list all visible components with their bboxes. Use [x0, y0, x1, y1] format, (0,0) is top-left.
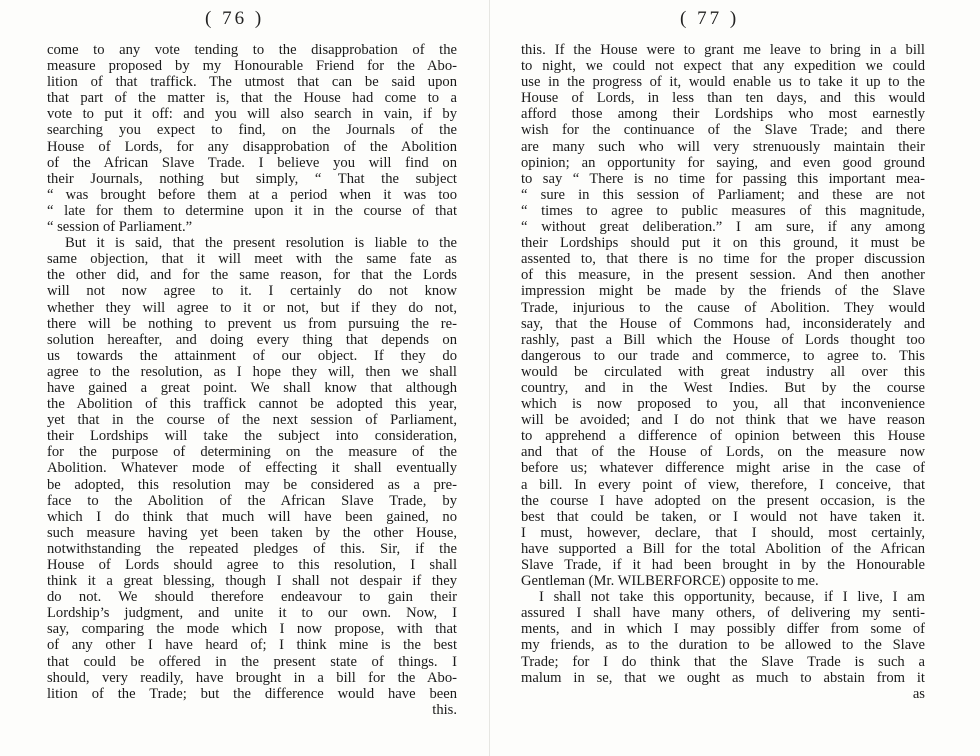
text-line: opinion; an opportunity for saying, and even good ground	[521, 154, 925, 171]
text-line: “ was brought before them at a period when it was too	[47, 186, 457, 203]
text-line: House of Lords, for any disapprobation of the Abolition	[47, 138, 457, 155]
text-line: will be avoided; and I do not think that we have reason	[521, 412, 925, 429]
catchword: this.	[432, 701, 457, 718]
text-line: Slave Trade, if it had been brought in by the Honourable	[521, 557, 925, 573]
text-line: I must, however, declare, that I should, most certainly,	[521, 524, 925, 541]
text-line: should, very readily, have brought in a bill for the Abo-	[47, 669, 457, 686]
text-line: “ late for them to determine upon it in the course of that	[47, 202, 457, 219]
right-page	[490, 0, 980, 756]
text-line: “ session of Parliament.”	[47, 219, 193, 236]
text-line: use in the progress of it, would enable us to take it up to the	[521, 74, 925, 91]
text-line: my friends, as to the duration to be allowed to the Slave	[521, 637, 925, 654]
text-line: that part of the matter is, that the House had come to a	[47, 90, 457, 107]
left-page-text	[47, 42, 457, 718]
text-line: lition of that traffick. The utmost that can be said upon	[47, 74, 457, 91]
text-line: Abolition. Whatever mode of effecting it shall eventually	[47, 460, 457, 477]
text-line: Trade; for I do think that the Slave Trade is such a	[521, 653, 925, 670]
text-line: yet that in the course of the next session of Parliament,	[47, 412, 457, 429]
text-line: their Lordships should put it on this ground, it must be	[521, 235, 925, 252]
text-line: ments, and in which I may possibly differ from some of	[521, 621, 925, 638]
text-line: say, comparing the mode which I now propose, with that	[47, 621, 457, 638]
text-line: have supported a Bill for the total Abolition of the African	[521, 540, 925, 557]
text-line: before us; whatever difference might arise in the case of	[521, 460, 925, 477]
text-line: face to the Abolition of the African Slave Trade, by	[47, 492, 457, 509]
text-line: same objection, that it will meet with the same fate as	[47, 251, 457, 268]
text-line: agree to the resolution, as I hope they will, then we shall	[47, 363, 457, 380]
text-line: the course I have adopted on the present occasion, is the	[521, 492, 925, 509]
text-line: would be circulated with great industry all over this	[521, 363, 925, 380]
text-line: think it a great blessing, though I shall not despair if they	[47, 573, 457, 590]
catchword: as	[912, 685, 925, 702]
text-line: and that of the House of Lords, on the measure now	[521, 444, 925, 461]
text-line: afford those among their Lordships who most earnestly	[521, 106, 925, 123]
text-line: notwithstanding the repeated pledges of this. Sir, if the	[47, 540, 457, 557]
page-number-left: ( 76 )	[205, 8, 265, 29]
text-line: wish for the continuance of the Slave Trade; and there	[521, 122, 925, 139]
text-line: a bill. In every point of view, therefore, I conceive, that	[521, 476, 925, 493]
text-line: solution hereafter, and doing every thing that depends on	[47, 331, 457, 348]
text-line: of any other I have heard of; I think mine is the best	[47, 637, 457, 654]
text-line: Lordship’s judgment, and unite it to our own. Now, I	[47, 605, 457, 622]
text-line: House of Lords, in less than ten days, and this would	[521, 90, 925, 107]
text-line: that could be offered in the present state of things. I	[47, 653, 457, 670]
text-line: come to any vote tending to the disapprobation of the	[47, 42, 457, 58]
text-line: say, that the House of Commons had, inconsiderately and	[521, 315, 925, 332]
text-line: Trade, injurious to the cause of Abolition. They would	[521, 299, 925, 316]
text-line: whether they will agree to it or not, but if they do not,	[47, 299, 457, 316]
text-line: House of Lords should agree to this resolution, I shall	[47, 557, 457, 573]
text-line: of the African Slave Trade. I believe you will find on	[47, 154, 457, 171]
text-line: their Lordships will take the subject into consideration,	[47, 428, 457, 445]
text-line: impression might be made by the friends of the Slave	[521, 283, 925, 300]
text-line: their Journals, nothing but simply, “ That the subject	[47, 170, 457, 187]
text-line: dangerous to our trade and commerce, to agree to. This	[521, 347, 925, 364]
text-line: which I do think that much will have been gained, no	[47, 508, 457, 525]
text-line: to apprehend a difference of opinion between this House	[521, 428, 925, 445]
text-line: do not. We should therefore endeavour to gain their	[47, 589, 457, 606]
text-line: country, and in the West Indies. But by the course	[521, 379, 925, 396]
text-line: vote to put it off: and you will also search in vain, if by	[47, 106, 457, 123]
text-line: for the purpose of determining on the measure of the	[47, 444, 457, 461]
page-number-right: ( 77 )	[680, 8, 740, 29]
text-line: the other did, and for the same reason, for that the Lords	[47, 267, 457, 284]
text-line: searching you expect to find, on the Journals of the	[47, 122, 457, 139]
text-line: I shall not take this opportunity, because, if I live, I am	[539, 589, 925, 606]
text-line: rashly, past a Bill which the House of Lords thought too	[521, 331, 925, 348]
text-line: “ times to agree to public measures of this magnitude,	[521, 202, 925, 219]
text-line: best that could be taken, or I would not have taken it.	[521, 508, 925, 525]
text-line: will not now agree to it. I certainly do not know	[47, 283, 457, 300]
text-line: which is now proposed to you, all that inconvenience	[521, 396, 925, 413]
text-line: But it is said, that the present resolution is liable to the	[65, 235, 457, 252]
text-line: us towards the attainment of our object. If they do	[47, 347, 457, 364]
text-line: be adopted, this resolution may be considered as a pre-	[47, 476, 457, 493]
text-line: are many such who will very strenuously maintain their	[521, 138, 925, 155]
text-line: there will be nothing to prevent us from pursuing the re-	[47, 315, 457, 332]
text-line: Gentleman (Mr. WILBERFORCE) opposite to me.	[521, 573, 819, 590]
text-line: malum in se, that we ought as much to abstain from it	[521, 669, 925, 686]
text-line: assented to, that there is no time for the proper discussion	[521, 251, 925, 268]
text-line: to night, we could not expect that any expedition we could	[521, 58, 925, 75]
text-line: have gained a great point. We shall know that although	[47, 379, 457, 396]
text-line: the Abolition of this traffick cannot be adopted this year,	[47, 396, 457, 413]
text-line: “ without great deliberation.” I am sure, if any among	[521, 219, 925, 236]
right-page-text	[521, 42, 925, 702]
text-line: this. If the House were to grant me leave to bring in a bill	[521, 42, 925, 58]
text-line: lition of the Trade; but the difference would have been	[47, 685, 457, 702]
text-line: of this measure, in the present session. And then another	[521, 267, 925, 284]
text-line: to say “ There is no time for passing this important mea-	[521, 170, 925, 187]
text-line: assured I shall have many others, of delivering my senti-	[521, 605, 925, 622]
text-line: such measure having yet been taken by the other House,	[47, 524, 457, 541]
text-line: “ sure in this session of Parliament; and these are not	[521, 186, 925, 203]
text-line: measure proposed by my Honourable Friend for the Abo-	[47, 58, 457, 75]
